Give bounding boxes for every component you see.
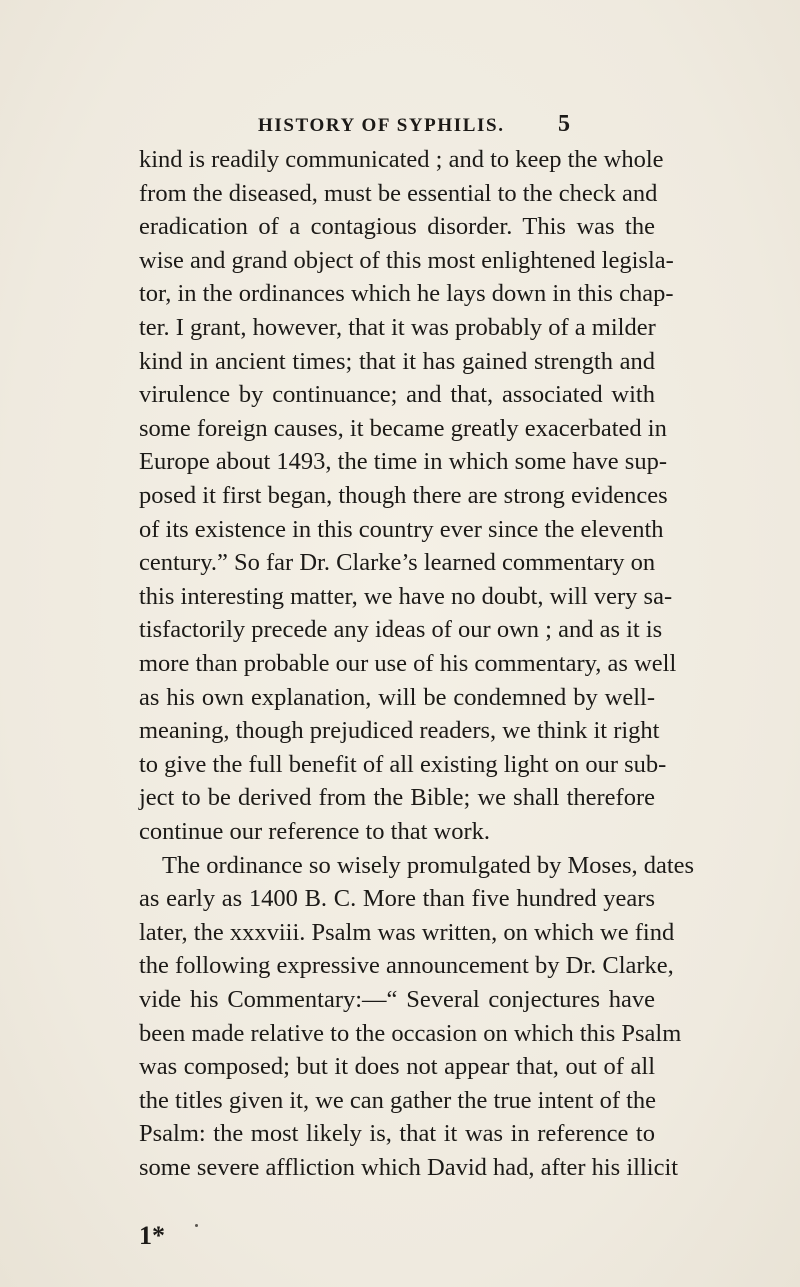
- text-line: vide his Commentary:—“ Several conjectures have: [139, 986, 655, 1013]
- text-line: more than probable our use of his commentary, as well: [139, 650, 677, 677]
- text-line: tor, in the ordinances which he lays down in this chap-: [139, 280, 674, 308]
- text-line: to give the full benefit of all existing light on our sub-: [139, 750, 667, 778]
- text-line: the following expressive announcement by Dr. Clarke,: [139, 952, 674, 980]
- running-title: HISTORY OF SYPHILIS.: [258, 115, 505, 136]
- text-line: The ordinance so wisely promulgated by Moses, dates: [162, 851, 695, 879]
- text-line: been made relative to the occasion on which this Psalm: [139, 1019, 682, 1047]
- text-line: as his own explanation, will be condemned by well-: [139, 683, 655, 711]
- text-line: ter. I grant, however, that it was probably of a milder: [139, 314, 656, 341]
- text-line: ject to be derived from the Bible; we shall therefore: [139, 784, 655, 812]
- text-line: this interesting matter, we have no doubt, will very sa-: [139, 582, 673, 610]
- text-line: kind in ancient times; that it has gained strength and: [139, 347, 655, 375]
- page-number: 5: [558, 111, 570, 137]
- text-line: Psalm: the most likely is, that it was in reference to: [139, 1120, 655, 1148]
- text-line: of its existence in this country ever since the eleventh: [139, 515, 664, 543]
- text-line: virulence by continuance; and that, associated with: [139, 381, 655, 409]
- page-header: [258, 111, 570, 141]
- text-line: tisfactorily precede any ideas of our own ; and as it is: [139, 616, 663, 644]
- text-line: Europe about 1493, the time in which some have sup-: [139, 448, 667, 476]
- ink-speck: [195, 1224, 198, 1227]
- text-line: continue our reference to that work.: [139, 818, 491, 845]
- text-line: century.” So far Dr. Clarke’s learned commentary on: [139, 549, 656, 577]
- signature-mark: 1*: [139, 1221, 165, 1250]
- text-line: from the diseased, must be essential to the check and: [139, 179, 658, 207]
- text-line: as early as 1400 B. C. More than five hundred years: [139, 885, 655, 913]
- text-line: the titles given it, we can gather the true intent of the: [139, 1086, 657, 1114]
- text-line: some severe affliction which David had, after his illicit: [139, 1154, 679, 1181]
- text-line: eradication of a contagious disorder. This was the: [139, 213, 655, 241]
- text-line: kind is readily communicated ; and to keep the whole: [139, 146, 664, 173]
- text-line: some foreign causes, it became greatly exacerbated in: [139, 414, 667, 442]
- text-line: posed it first began, though there are strong evidences: [139, 482, 668, 509]
- text-line: wise and grand object of this most enlightened legisla-: [139, 246, 674, 274]
- text-line: meaning, though prejudiced readers, we think it right: [139, 717, 660, 745]
- text-line: was composed; but it does not appear that, out of all: [139, 1053, 655, 1081]
- text-line: later, the xxxviii. Psalm was written, on which we find: [139, 918, 675, 946]
